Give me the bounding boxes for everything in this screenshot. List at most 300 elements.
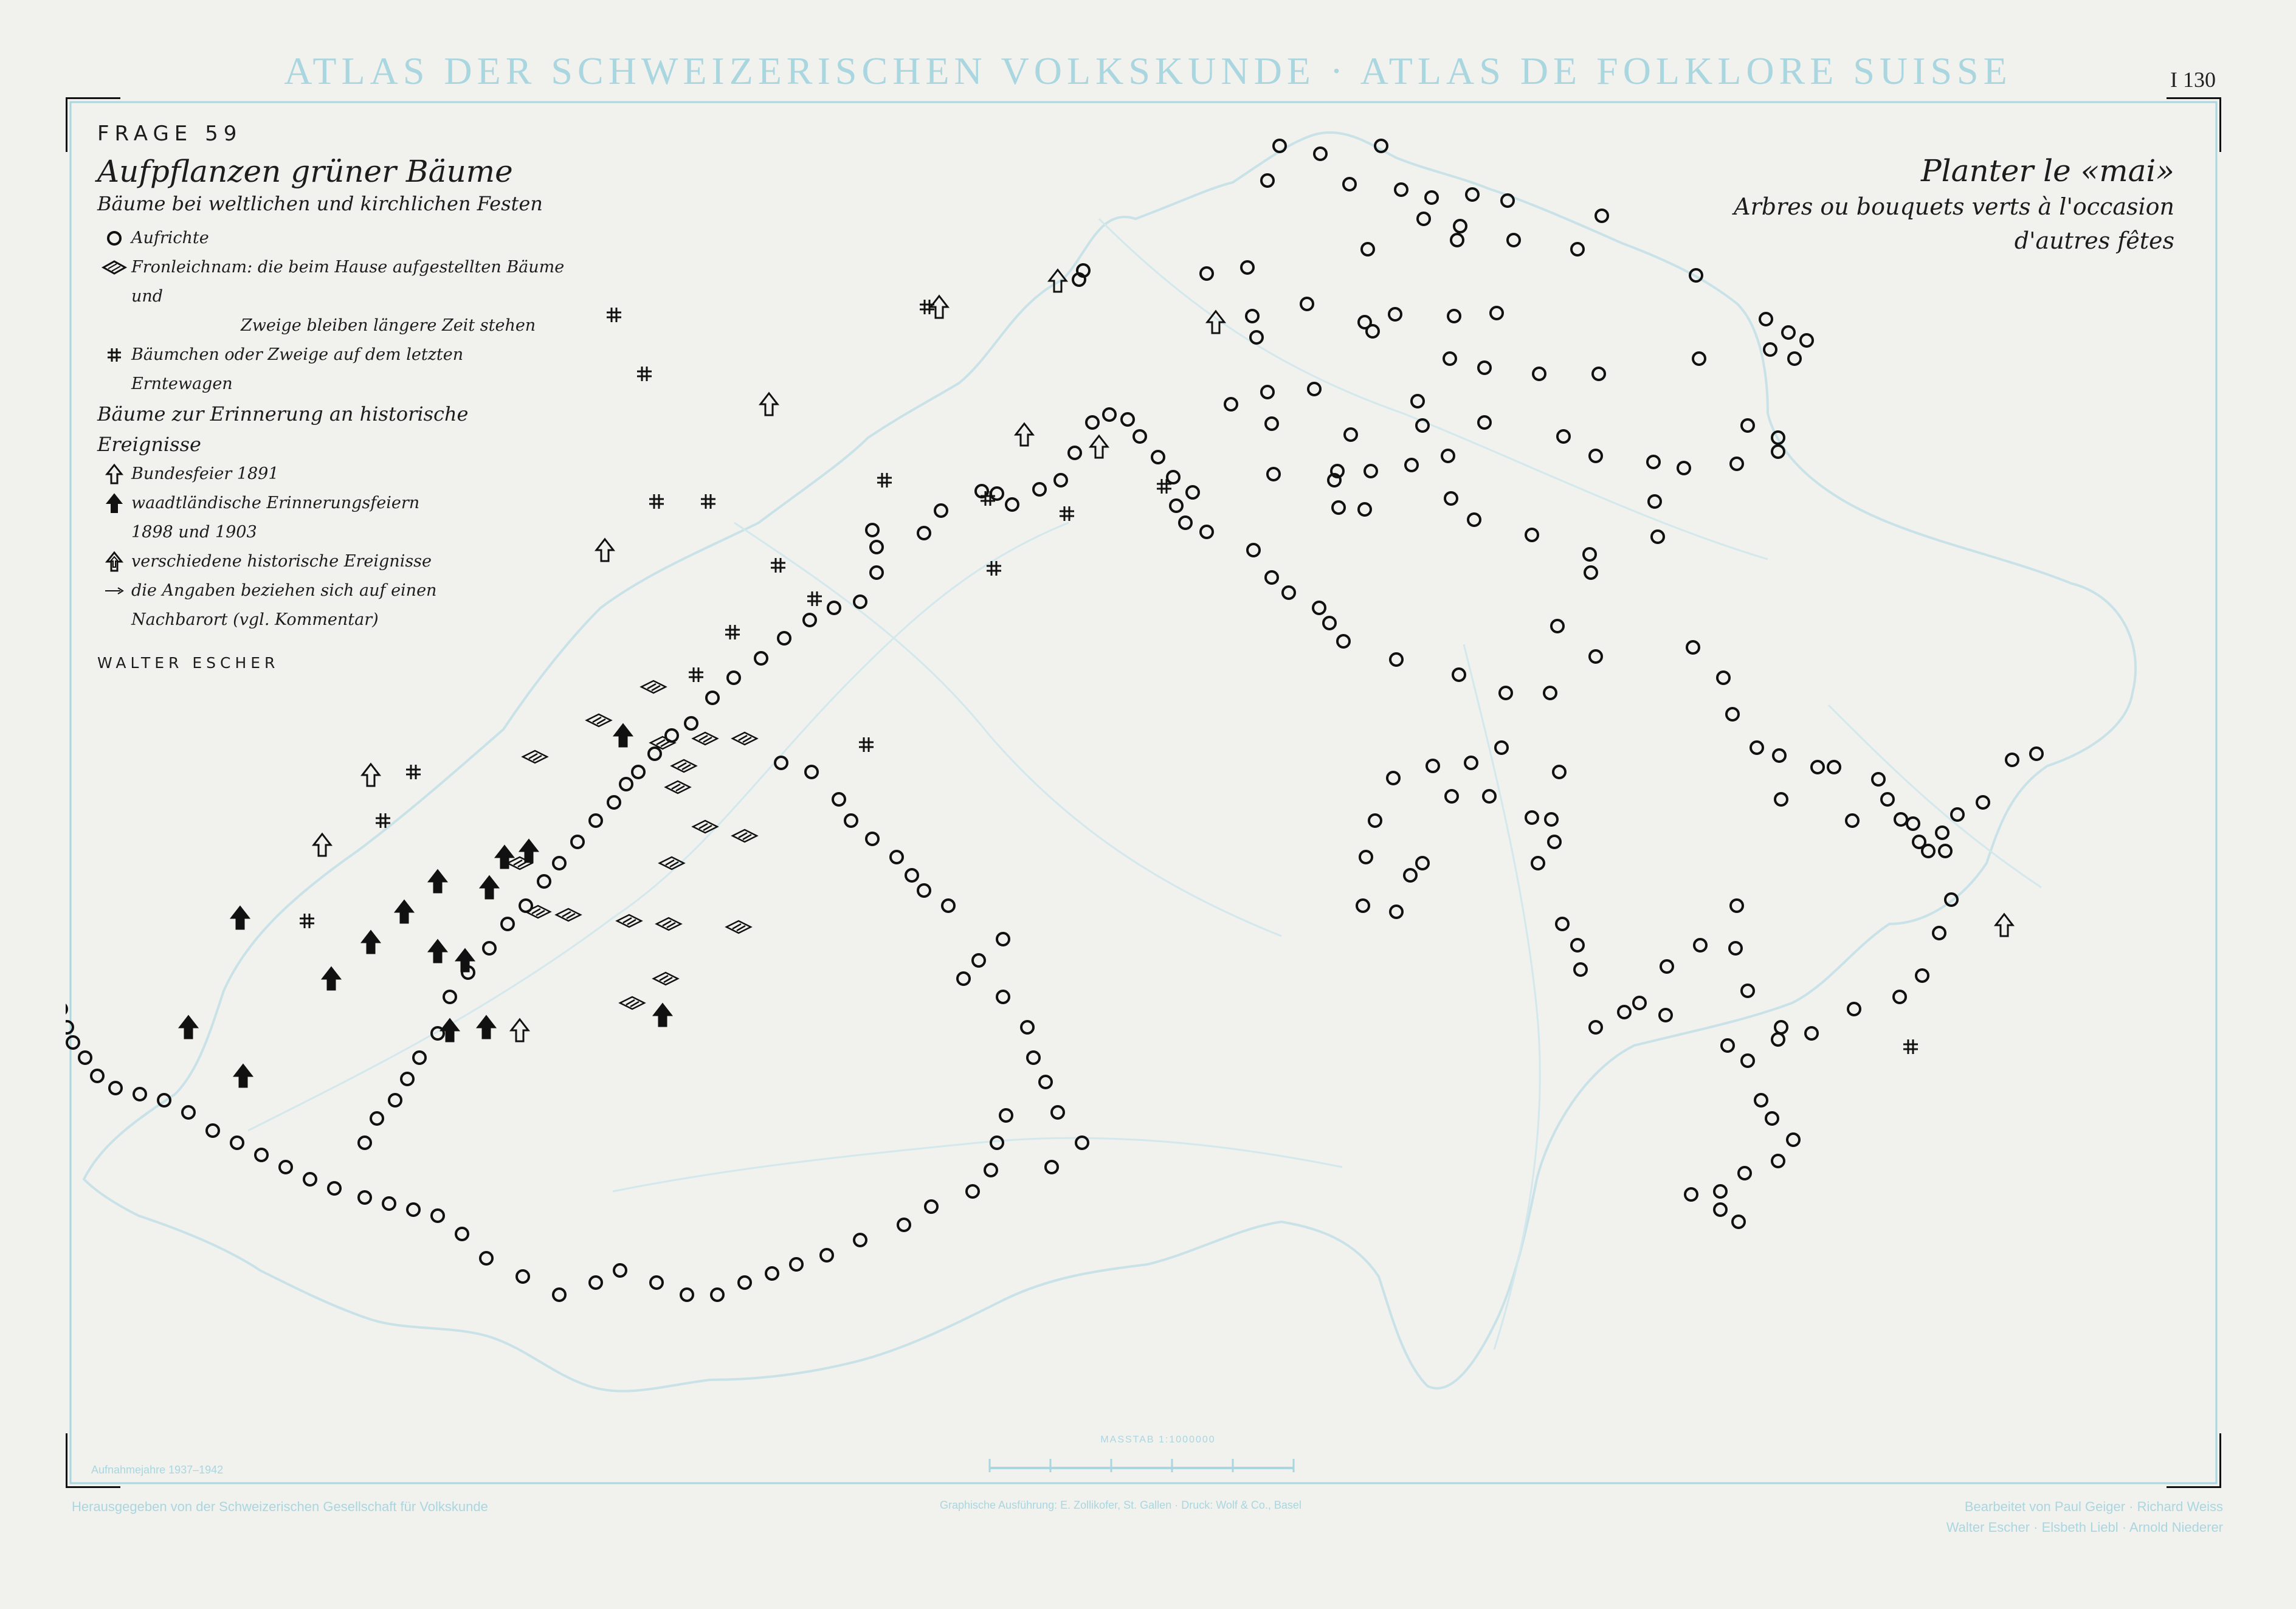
- aufrichte-marker: [1365, 465, 1377, 477]
- aufrichte-marker: [985, 1164, 997, 1176]
- aufrichte-marker: [280, 1161, 292, 1173]
- aufrichte-marker: [1687, 641, 1699, 653]
- aufrichte-marker: [918, 884, 930, 897]
- aufrichte-marker: [1772, 446, 1784, 458]
- aufrichte-marker: [1788, 353, 1801, 365]
- legend-row-bundesfeier: [97, 460, 571, 489]
- aufrichte-marker: [1478, 362, 1491, 374]
- aufrichte-marker: [1389, 308, 1401, 320]
- aufrichte-marker: [1714, 1185, 1726, 1197]
- aufrichte-marker: [1731, 900, 1743, 912]
- aufrichte-marker: [891, 851, 903, 863]
- aufrichte-marker: [1557, 430, 1570, 443]
- aufrichte-marker: [1000, 1109, 1012, 1121]
- aufrichte-marker: [866, 524, 878, 536]
- waadtlaendisch-marker: [654, 1004, 671, 1026]
- title-block-fr: [1712, 152, 2174, 258]
- aufrichte-marker: [739, 1277, 751, 1289]
- aufrichte-marker: [553, 1289, 565, 1301]
- editors-line1: Bearbeitet von Paul Geiger · Richard Weiss: [1964, 1499, 2223, 1514]
- aufrichte-marker: [845, 815, 857, 827]
- aufrichte-marker: [1167, 471, 1179, 483]
- hash-icon: [97, 340, 131, 370]
- scale-caption: [985, 1435, 1331, 1445]
- aufrichte-marker: [1694, 939, 1706, 951]
- legend-label-verschiedene: verschiedene historische Ereignisse: [131, 552, 432, 571]
- aufrichte-marker: [1742, 1055, 1754, 1067]
- legend-row-fronleichnam: [97, 253, 571, 340]
- survey-years: Aufnahmejahre 1937–1942: [91, 1464, 224, 1476]
- legend-label-erntewagen-cont: Erntewagen: [131, 374, 233, 393]
- aufrichte-marker: [1362, 243, 1374, 255]
- aufrichte-marker: [1760, 313, 1772, 325]
- scale-label: MASSTAB 1:1000000: [1100, 1435, 1216, 1445]
- map-subtitle-de: Bäume bei weltlichen und kirchlichen Festen: [97, 192, 543, 215]
- aufrichte-marker: [685, 717, 697, 729]
- aufrichte-marker: [1739, 1167, 1751, 1179]
- aufrichte-marker: [432, 1210, 444, 1222]
- map-subtitle-fr-line1: Arbres ou bouquets verts à l'occasion: [1734, 193, 2174, 220]
- aufrichte-marker: [1426, 191, 1438, 204]
- fronleichnam-marker: [657, 918, 681, 930]
- aufrichte-marker: [1590, 650, 1602, 663]
- aufrichte-marker: [1584, 548, 1596, 560]
- aufrichte-marker: [991, 1137, 1003, 1149]
- aufrichte-marker: [870, 541, 883, 553]
- aufrichte-marker: [1618, 1006, 1630, 1018]
- aufrichte-marker: [728, 672, 740, 684]
- legend-row-nachbarort: [97, 576, 571, 635]
- aufrichte-marker: [553, 857, 565, 869]
- aufrichte-marker: [833, 793, 845, 805]
- aufrichte-marker: [1152, 451, 1164, 463]
- aufrichte-marker: [1649, 495, 1661, 508]
- aufrichte-marker: [1717, 672, 1729, 684]
- aufrichte-marker: [1453, 669, 1465, 681]
- aufrichte-marker: [1633, 997, 1646, 1009]
- aufrichte-marker: [480, 1252, 492, 1264]
- aufrichte-marker: [935, 505, 947, 517]
- aufrichte-marker: [1881, 793, 1894, 805]
- aufrichte-marker: [1556, 918, 1568, 930]
- aufrichte-marker: [1731, 458, 1743, 470]
- aufrichte-marker: [134, 1088, 146, 1100]
- aufrichte-marker: [1267, 468, 1280, 480]
- legend-label-fronleichnam-cont: Zweige bleiben längere Zeit stehen: [241, 316, 536, 335]
- aufrichte-marker: [1103, 408, 1115, 421]
- aufrichte-marker: [967, 1185, 979, 1197]
- aufrichte-marker: [1314, 148, 1326, 160]
- erntewagen-marker: [406, 765, 421, 779]
- aufrichte-marker: [1495, 742, 1508, 754]
- aufrichte-marker: [67, 1036, 79, 1049]
- aufrichte-marker: [854, 596, 866, 608]
- aufrichte-marker: [1446, 790, 1458, 802]
- legend-label-waadtlaendisch: waadtländische Erinnerungsfeiern: [131, 494, 420, 512]
- aufrichte-marker: [182, 1106, 195, 1118]
- aufrichte-marker: [109, 1082, 122, 1094]
- fronleichnam-marker: [523, 751, 547, 763]
- aufrichte-marker: [1055, 474, 1067, 486]
- aufrichte-marker: [1046, 1161, 1058, 1173]
- map-subtitle-fr-line2: d'autres fêtes: [2014, 227, 2174, 254]
- legend-row-verschiedene: [97, 547, 571, 576]
- bundesfeier-marker: [1996, 914, 2013, 936]
- aufrichte-marker: [1751, 742, 1763, 754]
- aufrichte-marker: [1261, 174, 1274, 187]
- aufrichte-marker: [66, 1021, 73, 1033]
- aufrichte-marker: [711, 1289, 723, 1301]
- atlas-title: ATLAS DER SCHWEIZERISCHEN VOLKSKUNDE · ATLAS DE FOLKLORE SUISSE: [284, 49, 2012, 92]
- editors-line2: Walter Escher · Elsbeth Liebl · Arnold Niederer: [1946, 1520, 2223, 1535]
- map-title-de: Aufpflanzen grüner Bäume: [97, 154, 513, 189]
- aufrichte-marker: [1571, 243, 1584, 255]
- erntewagen-marker: [771, 558, 785, 573]
- aufrichte-marker: [1939, 845, 1951, 857]
- map-title-fr: Planter le «mai»: [1921, 153, 2174, 188]
- aufrichte-marker: [1693, 353, 1705, 365]
- aufrichte-marker: [1359, 503, 1371, 515]
- fronleichnam-marker: [693, 732, 717, 745]
- aufrichte-marker: [1773, 749, 1785, 762]
- aufrichte-marker: [383, 1197, 395, 1210]
- hatched-diamond-icon: [97, 253, 131, 282]
- aufrichte-marker: [1418, 213, 1430, 225]
- aufrichte-marker: [1951, 808, 1963, 821]
- aufrichte-marker: [681, 1289, 693, 1301]
- aufrichte-marker: [1369, 815, 1381, 827]
- erntewagen-marker: [807, 591, 822, 606]
- fronleichnam-marker: [620, 997, 644, 1009]
- aufrichte-marker: [1360, 851, 1372, 863]
- aufrichte-marker: [2006, 754, 2018, 766]
- aufrichte-marker: [805, 766, 818, 778]
- aufrichte-marker: [538, 875, 550, 887]
- waadtlaendisch-marker: [362, 931, 379, 953]
- aufrichte-marker: [304, 1173, 316, 1185]
- aufrichte-marker: [1313, 602, 1325, 614]
- bundesfeier-marker: [596, 539, 613, 561]
- aufrichte-marker: [1308, 383, 1320, 395]
- aufrichte-marker: [1086, 416, 1098, 429]
- aufrichte-marker: [1448, 310, 1460, 322]
- erntewagen-marker: [1060, 506, 1074, 521]
- aufrichte-marker: [1442, 450, 1454, 462]
- aufrichte-marker: [1916, 970, 1928, 982]
- aufrichte-marker: [1548, 836, 1560, 848]
- fronleichnam-marker: [672, 760, 696, 772]
- erntewagen-marker: [859, 737, 874, 752]
- aufrichte-marker: [1500, 687, 1512, 699]
- bundesfeier-marker: [511, 1019, 528, 1041]
- aufrichte-marker: [821, 1249, 833, 1261]
- waadtlaendisch-marker: [323, 968, 340, 990]
- aufrichte-marker: [854, 1234, 866, 1246]
- outline-arrow-icon: [97, 460, 131, 489]
- legend-row-waadtlaendisch: [97, 489, 571, 547]
- river-line: [734, 523, 1281, 936]
- aufrichte-marker: [1933, 927, 1945, 939]
- aufrichte-marker: [1590, 1021, 1602, 1033]
- aufrichte-marker: [1404, 869, 1416, 881]
- aufrichte-marker: [1922, 845, 1934, 857]
- aufrichte-marker: [1722, 1039, 1734, 1052]
- aufrichte-marker: [918, 527, 930, 539]
- waadtlaendisch-marker: [441, 1019, 458, 1041]
- aufrichte-marker: [1775, 793, 1787, 805]
- erntewagen-marker: [725, 625, 740, 639]
- question-number: FRAGE 59: [97, 122, 243, 146]
- scale-bar: [990, 1459, 1294, 1472]
- aufrichte-marker: [1828, 761, 1840, 773]
- erntewagen-marker: [689, 667, 703, 682]
- aufrichte-marker: [1782, 326, 1794, 339]
- waadtlaendisch-marker: [615, 725, 632, 746]
- aufrichte-marker: [1021, 1021, 1033, 1033]
- erntewagen-marker: [649, 494, 664, 509]
- aufrichte-marker: [207, 1125, 219, 1137]
- fronleichnam-marker: [641, 681, 666, 693]
- aufrichte-marker: [755, 652, 767, 664]
- aufrichte-marker: [997, 933, 1009, 945]
- aufrichte-marker: [1332, 501, 1345, 514]
- aufrichte-marker: [1367, 325, 1379, 337]
- aufrichte-marker: [1508, 234, 1520, 246]
- aufrichte-marker: [79, 1052, 91, 1064]
- aufrichte-marker: [1027, 1052, 1039, 1064]
- waadtlaendisch-marker: [232, 907, 249, 929]
- aufrichte-marker: [1732, 1216, 1745, 1228]
- aufrichte-marker: [973, 954, 985, 966]
- aufrichte-marker: [1454, 220, 1466, 232]
- aufrichte-marker: [1301, 298, 1313, 310]
- aufrichte-marker: [1387, 772, 1399, 784]
- aufrichte-marker: [456, 1228, 468, 1240]
- aufrichte-marker: [1755, 1094, 1767, 1106]
- aufrichte-marker: [1170, 500, 1182, 512]
- aufrichte-marker: [1590, 450, 1602, 462]
- aufrichte-marker: [1405, 459, 1418, 471]
- aufrichte-marker: [407, 1204, 419, 1216]
- aufrichte-marker: [1246, 310, 1258, 322]
- bundesfeier-marker: [1091, 436, 1108, 458]
- aufrichte-marker: [614, 1264, 626, 1277]
- aufrichte-marker: [91, 1070, 103, 1082]
- aufrichte-marker: [231, 1137, 243, 1149]
- aufrichte-marker: [1685, 1188, 1697, 1201]
- aufrichte-marker: [1261, 386, 1274, 398]
- aufrichte-marker: [775, 757, 787, 769]
- aufrichte-marker: [1444, 353, 1456, 365]
- aufrichte-marker: [650, 1277, 663, 1289]
- aufrichte-marker: [1266, 571, 1278, 584]
- waadtlaendisch-marker: [180, 1016, 197, 1038]
- aufrichte-marker: [870, 567, 883, 579]
- aufrichte-marker: [371, 1112, 383, 1125]
- aufrichte-marker: [1187, 486, 1199, 498]
- aufrichte-marker: [1466, 188, 1478, 201]
- aufrichte-marker: [359, 1137, 371, 1149]
- aufrichte-marker: [1465, 757, 1477, 769]
- aufrichte-marker: [1491, 307, 1503, 319]
- waadtlaendisch-marker: [235, 1065, 252, 1087]
- waadtlaendisch-marker: [429, 940, 446, 962]
- aufrichte-marker: [1574, 963, 1587, 976]
- aufrichte-marker: [828, 602, 840, 614]
- aufrichte-marker: [1483, 790, 1495, 802]
- aufrichte-marker: [1241, 261, 1253, 274]
- aufrichte-marker: [1787, 1134, 1799, 1146]
- aufrichte-marker: [1532, 857, 1544, 869]
- aufrichte-marker: [766, 1267, 778, 1280]
- bundesfeier-marker: [362, 764, 379, 786]
- filled-arrow-icon: [97, 489, 131, 518]
- aufrichte-marker: [1283, 587, 1295, 599]
- aufrichte-marker: [66, 1003, 67, 1015]
- aufrichte-marker: [991, 488, 1003, 500]
- aufrichte-marker: [1775, 1021, 1787, 1033]
- aufrichte-marker: [706, 692, 719, 704]
- fronleichnam-marker: [556, 909, 581, 921]
- aufrichte-marker: [1201, 267, 1213, 280]
- erntewagen-marker: [300, 914, 314, 928]
- aufrichte-marker: [778, 632, 790, 644]
- double-outline-arrow-icon: [97, 547, 131, 576]
- aufrichte-marker: [1894, 991, 1906, 1003]
- bundesfeier-marker: [314, 834, 331, 856]
- aufrichte-marker: [1445, 492, 1457, 505]
- aufrichte-marker: [1846, 815, 1858, 827]
- aufrichte-marker: [1526, 811, 1538, 824]
- waadtlaendisch-marker: [478, 1016, 495, 1038]
- aufrichte-marker: [997, 991, 1009, 1003]
- aufrichte-marker: [804, 614, 816, 626]
- fronleichnam-marker: [733, 830, 757, 842]
- aufrichte-marker: [1052, 1106, 1064, 1118]
- legend-label-nachbarort: die Angaben beziehen sich auf einen: [131, 581, 437, 600]
- aufrichte-marker: [790, 1258, 802, 1270]
- aufrichte-marker: [898, 1219, 910, 1231]
- aufrichte-marker: [255, 1149, 267, 1161]
- aufrichte-marker: [359, 1191, 371, 1204]
- aufrichte-marker: [1545, 813, 1557, 825]
- aufrichte-marker: [413, 1052, 426, 1064]
- aufrichte-marker: [1225, 398, 1237, 410]
- aufrichte-marker: [649, 748, 661, 760]
- legend: [97, 122, 571, 672]
- aufrichte-marker: [389, 1094, 401, 1106]
- fronleichnam-marker: [653, 973, 678, 985]
- aufrichte-marker: [1069, 447, 1081, 459]
- aufrichte-marker: [444, 991, 456, 1003]
- aufrichte-marker: [1201, 526, 1213, 538]
- aufrichte-marker: [957, 973, 970, 985]
- fronleichnam-marker: [587, 714, 611, 726]
- aufrichte-marker: [483, 942, 495, 954]
- aufrichte-marker: [1936, 827, 1948, 839]
- aufrichte-marker: [1766, 1112, 1778, 1125]
- aufrichte-marker: [571, 836, 584, 848]
- printer-credit: Graphische Ausführung: E. Zollikofer, St. Gallen · Druck: Wolf & Co., Basel: [940, 1499, 1301, 1511]
- erntewagen-marker: [607, 308, 621, 322]
- erntewagen-marker: [701, 494, 715, 509]
- aufrichte-marker: [1412, 395, 1424, 407]
- aufrichte-marker: [590, 1277, 602, 1289]
- legend-heading-historic: Bäume zur Erinnerung an historische Ereignisse: [97, 402, 469, 456]
- aufrichte-marker: [1895, 813, 1907, 825]
- author-name: WALTER ESCHER: [97, 654, 280, 672]
- aufrichte-marker: [1652, 531, 1664, 543]
- aufrichte-marker: [2030, 748, 2043, 760]
- aufrichte-marker: [1039, 1076, 1052, 1088]
- corner-mark-bottom-left: [66, 1433, 120, 1488]
- aufrichte-marker: [1553, 766, 1565, 778]
- legend-label-bundesfeier: Bundesfeier 1891: [131, 464, 279, 483]
- waadtlaendisch-marker: [481, 877, 498, 898]
- aufrichte-marker: [1266, 418, 1278, 430]
- erntewagen-marker: [637, 367, 652, 381]
- aufrichte-marker: [632, 766, 644, 778]
- aufrichte-marker: [1345, 429, 1357, 441]
- aufrichte-marker: [1729, 942, 1742, 954]
- bundesfeier-marker: [760, 393, 777, 415]
- corner-mark-top-right: [2167, 97, 2221, 152]
- river-line: [1099, 219, 1768, 559]
- aufrichte-marker: [1006, 498, 1018, 511]
- legend-label-waadtlaendisch-cont: 1898 und 1903: [131, 523, 257, 542]
- aufrichte-marker: [925, 1201, 937, 1213]
- aufrichte-marker: [1742, 419, 1754, 432]
- bundesfeier-marker: [931, 296, 948, 318]
- editors-credit: [1946, 1497, 2223, 1538]
- aufrichte-marker: [517, 1270, 529, 1283]
- aufrichte-marker: [1134, 430, 1146, 443]
- aufrichte-marker: [1742, 985, 1754, 997]
- river-line: [613, 1138, 1342, 1191]
- aufrichte-marker: [608, 796, 620, 808]
- fronleichnam-marker: [617, 915, 641, 927]
- aufrichte-marker: [1357, 900, 1369, 912]
- erntewagen-marker: [1903, 1039, 1918, 1054]
- legend-row-erntewagen: [97, 340, 571, 399]
- aufrichte-marker: [1544, 687, 1556, 699]
- aufrichte-marker: [1772, 1155, 1784, 1167]
- aufrichte-marker: [1427, 760, 1439, 772]
- bundesfeier-marker: [1016, 424, 1033, 446]
- circle-icon: [97, 224, 131, 253]
- corner-mark-bottom-right: [2167, 1433, 2221, 1488]
- aufrichte-marker: [620, 778, 632, 790]
- erntewagen-marker: [877, 473, 892, 488]
- aufrichte-marker: [866, 833, 878, 845]
- aufrichte-marker: [1678, 462, 1690, 474]
- aufrichte-marker: [1451, 234, 1463, 246]
- aufrichte-marker: [1661, 960, 1673, 973]
- aufrichte-marker: [1801, 334, 1813, 346]
- aufrichte-marker: [328, 1182, 340, 1194]
- fronleichnam-marker: [666, 781, 690, 793]
- aufrichte-marker: [1772, 1033, 1784, 1046]
- aufrichte-marker: [906, 869, 918, 881]
- aufrichte-marker: [1337, 635, 1350, 647]
- aufrichte-marker: [1250, 331, 1263, 343]
- fronleichnam-marker: [733, 732, 757, 745]
- aufrichte-marker: [1551, 620, 1563, 632]
- waadtlaendisch-marker: [429, 870, 446, 892]
- aufrichte-marker: [1323, 617, 1336, 629]
- aufrichte-marker: [1416, 857, 1429, 869]
- aufrichte-marker: [1977, 796, 1989, 808]
